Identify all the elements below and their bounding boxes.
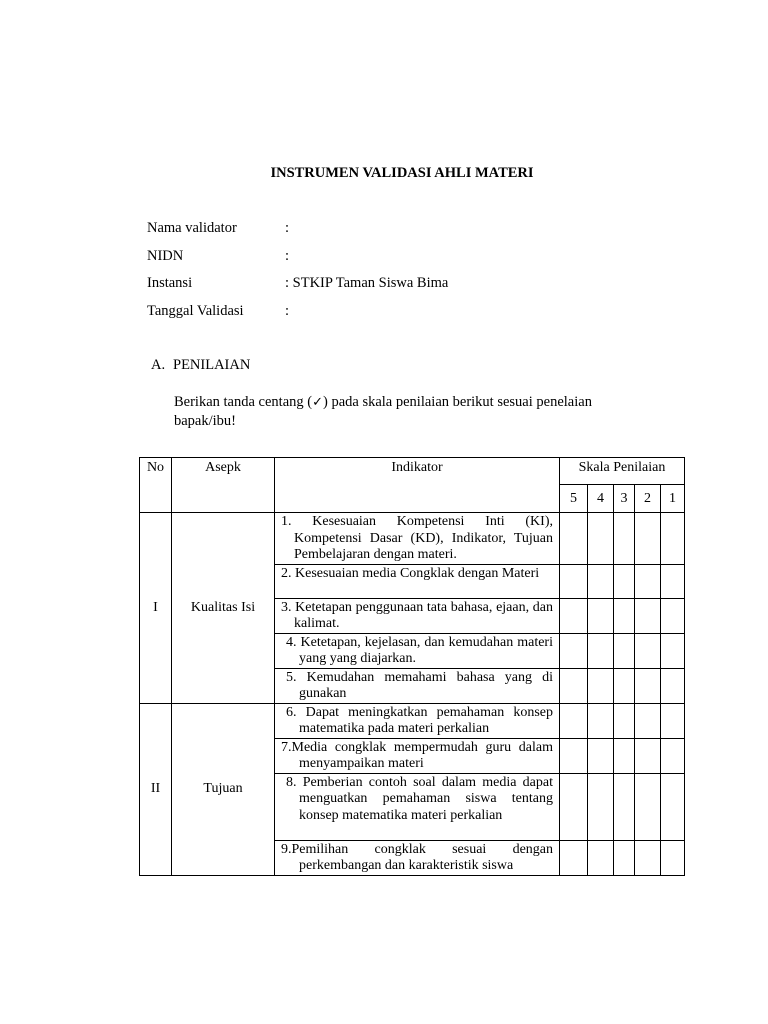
rating-cell-4[interactable] bbox=[588, 703, 614, 738]
indicator-text: 8. Pemberian contoh soal dalam media dapat menguatkan pemahaman siswa tentang konsep matematika materi perkalian bbox=[286, 774, 553, 823]
table-row bbox=[140, 703, 685, 738]
group-no: II bbox=[140, 703, 172, 875]
section-title: PENILAIAN bbox=[173, 357, 251, 373]
rating-cell-2[interactable] bbox=[635, 564, 661, 598]
group-no: I bbox=[140, 513, 172, 704]
indicator-cell bbox=[275, 738, 560, 773]
table-row bbox=[140, 513, 685, 565]
rating-cell-4[interactable] bbox=[588, 633, 614, 668]
group-aspek: Kualitas Isi bbox=[172, 513, 275, 704]
info-value: : bbox=[285, 248, 290, 264]
scale-header-5: 5 bbox=[560, 485, 588, 513]
indicator-cell bbox=[275, 598, 560, 633]
scale-header-3: 3 bbox=[614, 485, 635, 513]
indicator-text: 4. Ketetapan, kejelasan, dan kemudahan materi yang yang diajarkan. bbox=[286, 634, 553, 666]
rating-cell-2[interactable] bbox=[635, 703, 661, 738]
rating-cell-3[interactable] bbox=[614, 703, 635, 738]
assessment-table bbox=[139, 457, 685, 876]
rating-cell-4[interactable] bbox=[588, 668, 614, 703]
indicator-text: 3. Ketetapan penggunaan tata bahasa, ejaan, dan kalimat. bbox=[281, 599, 553, 631]
rating-cell-4[interactable] bbox=[588, 564, 614, 598]
rating-cell-5[interactable] bbox=[560, 773, 588, 840]
rating-cell-2[interactable] bbox=[635, 738, 661, 773]
rating-cell-3[interactable] bbox=[614, 738, 635, 773]
rating-cell-5[interactable] bbox=[560, 564, 588, 598]
instruction-text bbox=[174, 393, 629, 430]
indicator-text: 5. Kemudahan memahami bahasa yang di gunakan bbox=[286, 669, 553, 701]
rating-cell-4[interactable] bbox=[588, 773, 614, 840]
rating-cell-1[interactable] bbox=[661, 840, 685, 875]
header-indikator: Indikator bbox=[275, 458, 560, 513]
rating-cell-4[interactable] bbox=[588, 598, 614, 633]
scale-header-1: 1 bbox=[661, 485, 685, 513]
rating-cell-1[interactable] bbox=[661, 703, 685, 738]
info-value: : STKIP Taman Siswa Bima bbox=[285, 275, 449, 291]
scale-header-2: 2 bbox=[635, 485, 661, 513]
scale-header-4: 4 bbox=[588, 485, 614, 513]
indicator-text: 1. Kesesuaian Kompetensi Inti (KI), Kompetensi Dasar (KD), Indikator, Tujuan Pembelajaran dengan materi. bbox=[281, 514, 553, 562]
rating-cell-2[interactable] bbox=[635, 773, 661, 840]
rating-cell-5[interactable] bbox=[560, 668, 588, 703]
page-title: INSTRUMEN VALIDASI AHLI MATERI bbox=[270, 165, 534, 181]
rating-cell-3[interactable] bbox=[614, 564, 635, 598]
header-skala-penilaian: Skala Penilaian bbox=[560, 458, 685, 485]
rating-cell-2[interactable] bbox=[635, 840, 661, 875]
indicator-cell bbox=[275, 703, 560, 738]
indicator-text: 2. Kesesuaian media Congklak dengan Materi bbox=[281, 565, 540, 581]
rating-cell-4[interactable] bbox=[588, 738, 614, 773]
rating-cell-4[interactable] bbox=[588, 513, 614, 565]
rating-cell-1[interactable] bbox=[661, 773, 685, 840]
rating-cell-4[interactable] bbox=[588, 840, 614, 875]
rating-cell-2[interactable] bbox=[635, 513, 661, 565]
rating-cell-3[interactable] bbox=[614, 773, 635, 840]
rating-cell-3[interactable] bbox=[614, 840, 635, 875]
group-aspek: Tujuan bbox=[172, 703, 275, 875]
rating-cell-5[interactable] bbox=[560, 513, 588, 565]
rating-cell-5[interactable] bbox=[560, 703, 588, 738]
rating-cell-3[interactable] bbox=[614, 513, 635, 565]
section-letter: A. bbox=[151, 357, 166, 373]
indicator-cell bbox=[275, 564, 560, 598]
instruction-before: Berikan tanda centang ( bbox=[174, 394, 313, 410]
rating-cell-2[interactable] bbox=[635, 668, 661, 703]
rating-cell-2[interactable] bbox=[635, 598, 661, 633]
rating-cell-3[interactable] bbox=[614, 598, 635, 633]
header-aspek: Asepk bbox=[172, 458, 275, 513]
rating-cell-2[interactable] bbox=[635, 633, 661, 668]
info-value: : bbox=[285, 303, 290, 319]
rating-cell-5[interactable] bbox=[560, 738, 588, 773]
rating-cell-1[interactable] bbox=[661, 564, 685, 598]
rating-cell-1[interactable] bbox=[661, 738, 685, 773]
info-value: : bbox=[285, 220, 290, 236]
rating-cell-3[interactable] bbox=[614, 668, 635, 703]
indicator-cell bbox=[275, 513, 560, 565]
info-label: Tanggal Validasi bbox=[147, 303, 244, 319]
rating-cell-5[interactable] bbox=[560, 633, 588, 668]
info-label: Instansi bbox=[147, 275, 193, 291]
info-label: NIDN bbox=[147, 248, 184, 264]
rating-cell-5[interactable] bbox=[560, 598, 588, 633]
rating-cell-1[interactable] bbox=[661, 598, 685, 633]
section-heading bbox=[151, 357, 250, 374]
indicator-text: 6. Dapat meningkatkan pemahaman konsep matematika pada materi perkalian bbox=[286, 704, 553, 736]
rating-cell-1[interactable] bbox=[661, 668, 685, 703]
rating-cell-1[interactable] bbox=[661, 633, 685, 668]
rating-cell-1[interactable] bbox=[661, 513, 685, 565]
indicator-cell bbox=[275, 840, 560, 875]
indicator-cell bbox=[275, 668, 560, 703]
info-label: Nama validator bbox=[147, 220, 237, 236]
header-no: No bbox=[140, 458, 172, 513]
checkmark-icon: ✓ bbox=[312, 395, 323, 410]
indicator-text: 7.Media congklak mempermudah guru dalam menyampaikan materi bbox=[281, 739, 553, 771]
indicator-cell bbox=[275, 633, 560, 668]
rating-cell-5[interactable] bbox=[560, 840, 588, 875]
indicator-cell bbox=[275, 773, 560, 840]
instruction-after: ) pada skala penilaian berikut sesuai penelaian bapak/ibu! bbox=[174, 394, 592, 429]
indicator-text: 9.Pemilihan congklak sesuai dengan perkembangan dan karakteristik siswa bbox=[281, 841, 553, 873]
rating-cell-3[interactable] bbox=[614, 633, 635, 668]
